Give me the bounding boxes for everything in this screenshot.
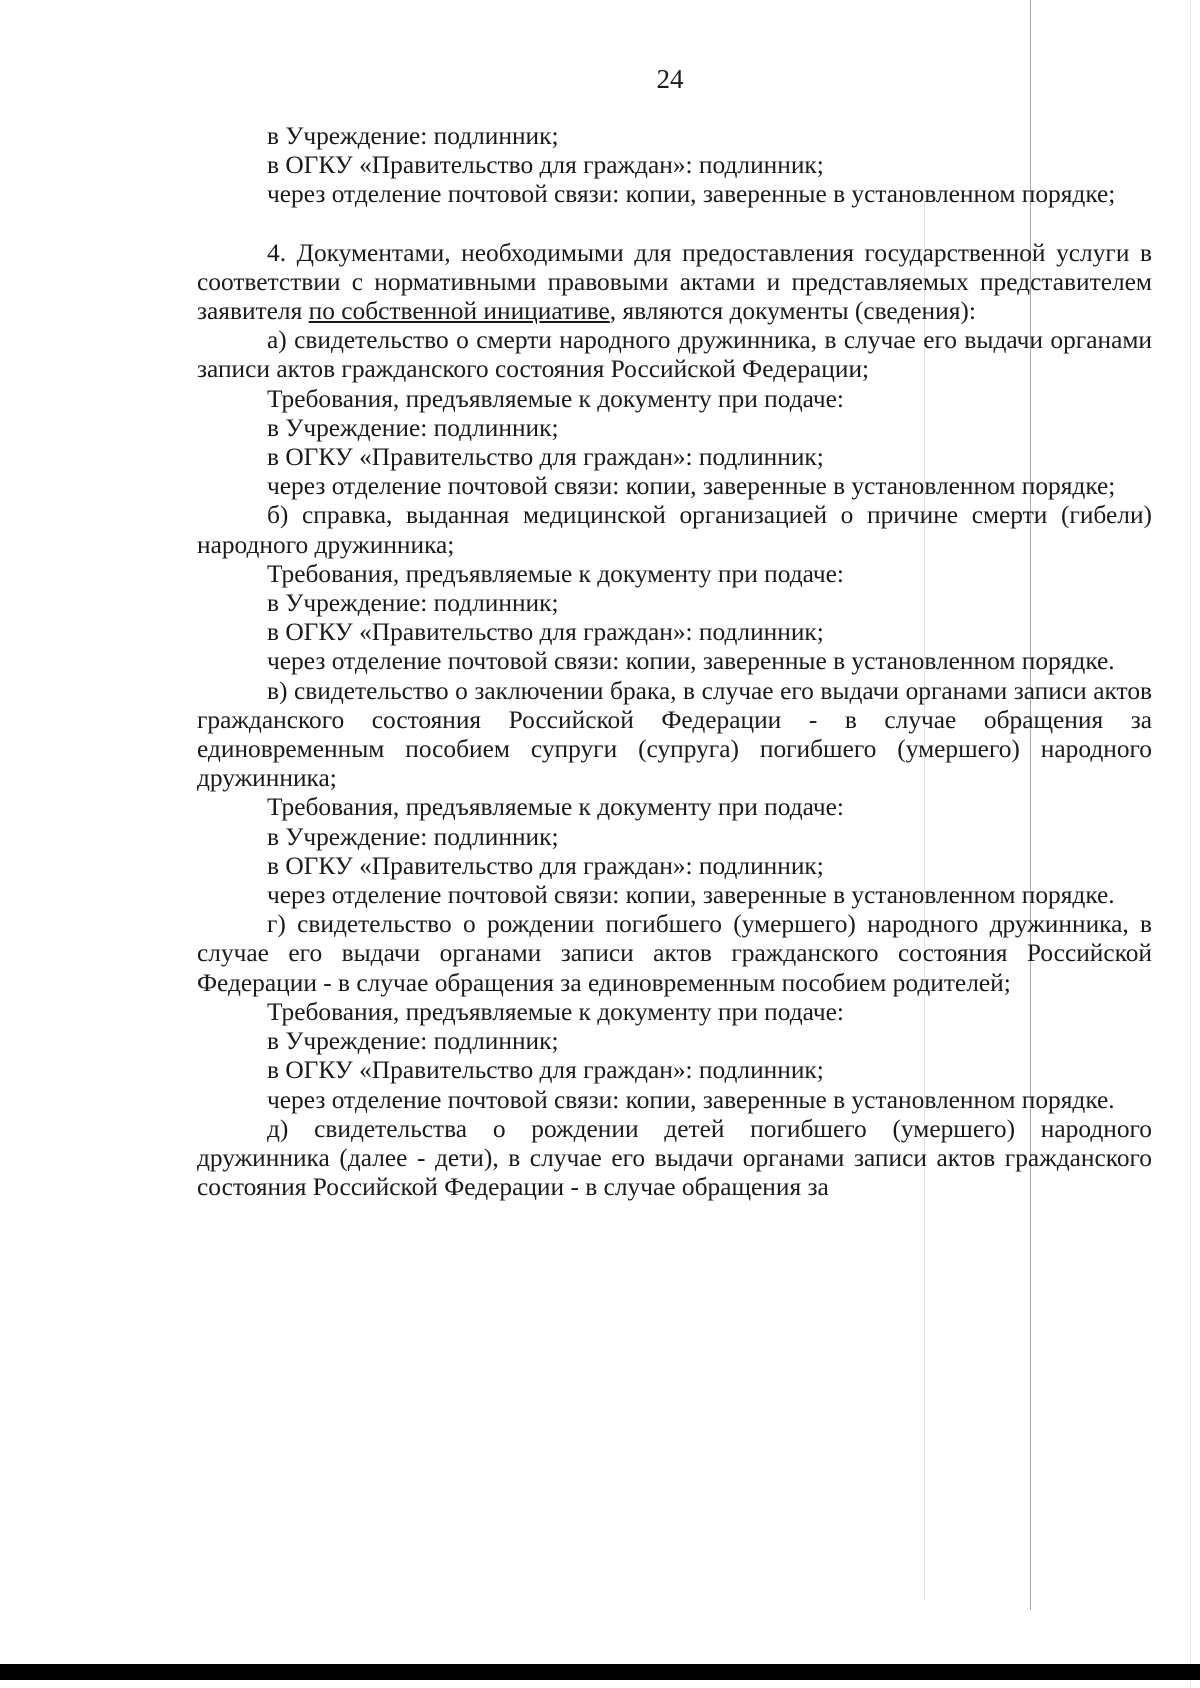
document-body xyxy=(197,122,1152,1202)
paragraph: через отделение почтовой связи: копии, заверенные в установленном порядке; xyxy=(267,180,1116,209)
paragraph: в Учреждение: подлинник; xyxy=(267,822,559,851)
paragraph: в ОГКУ «Правительство для граждан»: подлинник; xyxy=(267,443,824,472)
scan-border-bar xyxy=(0,1664,1200,1680)
paragraph: д) свидетельства о рождении детей погибшего (умершего) народного дружинника (далее - дети), в случае его выдачи органами записи актов гражданского состояния Российской Федерации - в случае обращения за xyxy=(197,1114,1152,1202)
paragraph-text: , являются документы (сведения): xyxy=(609,297,976,326)
paragraph: в ОГКУ «Правительство для граждан»: подлинник; xyxy=(267,151,824,180)
paragraph: б) справка, выданная медицинской организацией о причине смерти (гибели) народного дружинника; xyxy=(197,501,1152,559)
scan-artifact-line xyxy=(1190,0,1191,1688)
paragraph: в Учреждение: подлинник; xyxy=(267,122,559,150)
paragraph: через отделение почтовой связи: копии, заверенные в установленном порядке. xyxy=(267,1085,1115,1114)
paragraph: в ОГКУ «Правительство для граждан»: подлинник; xyxy=(267,1056,824,1085)
paragraph: через отделение почтовой связи: копии, заверенные в установленном порядке. xyxy=(267,881,1115,910)
paragraph: Требования, предъявляемые к документу при подаче: xyxy=(267,997,844,1026)
page-number: 24 xyxy=(656,64,684,94)
paragraph: Требования, предъявляемые к документу при подаче: xyxy=(267,384,844,413)
paragraph: в Учреждение: подлинник; xyxy=(267,589,559,618)
underlined-phrase: по собственной инициативе xyxy=(308,297,610,326)
paragraph: г) свидетельство о рождении погибшего (умершего) народного дружинника, в случае его выдачи органами записи актов гражданского состояния Российской Федерации - в случае обращения за единовременным пособием родителей; xyxy=(197,910,1152,997)
paragraph: а) свидетельство о смерти народного дружинника, в случае его выдачи органами записи актов гражданского состояния Российской Федерации; xyxy=(197,326,1152,384)
paragraph: через отделение почтовой связи: копии, заверенные в установленном порядке. xyxy=(267,647,1115,676)
paragraph: Требования, предъявляемые к документу при подаче: xyxy=(267,559,844,588)
paragraph: в Учреждение: подлинник; xyxy=(267,1027,559,1056)
paragraph: Требования, предъявляемые к документу при подаче: xyxy=(267,793,844,822)
paragraph: в ОГКУ «Правительство для граждан»: подлинник; xyxy=(267,851,824,880)
paragraph: в ОГКУ «Правительство для граждан»: подлинник; xyxy=(267,618,824,647)
paragraph: в Учреждение: подлинник; xyxy=(267,413,559,442)
paragraph: в) свидетельство о заключении брака, в случае его выдачи органами записи актов гражданского состояния Российской Федерации - в случае обращения за единовременным пособием супруги (супруга) погибшего (умершего) народного дружинника; xyxy=(197,676,1152,793)
paragraph: через отделение почтовой связи: копии, заверенные в установленном порядке; xyxy=(267,472,1116,501)
paragraph-text: 4. Документами, необходимыми для предоставления государственной услуги в соответствии с нормативными правовыми актами и представляемых представителем заявителя xyxy=(197,238,1152,326)
paragraph-item-4 xyxy=(197,239,1152,327)
